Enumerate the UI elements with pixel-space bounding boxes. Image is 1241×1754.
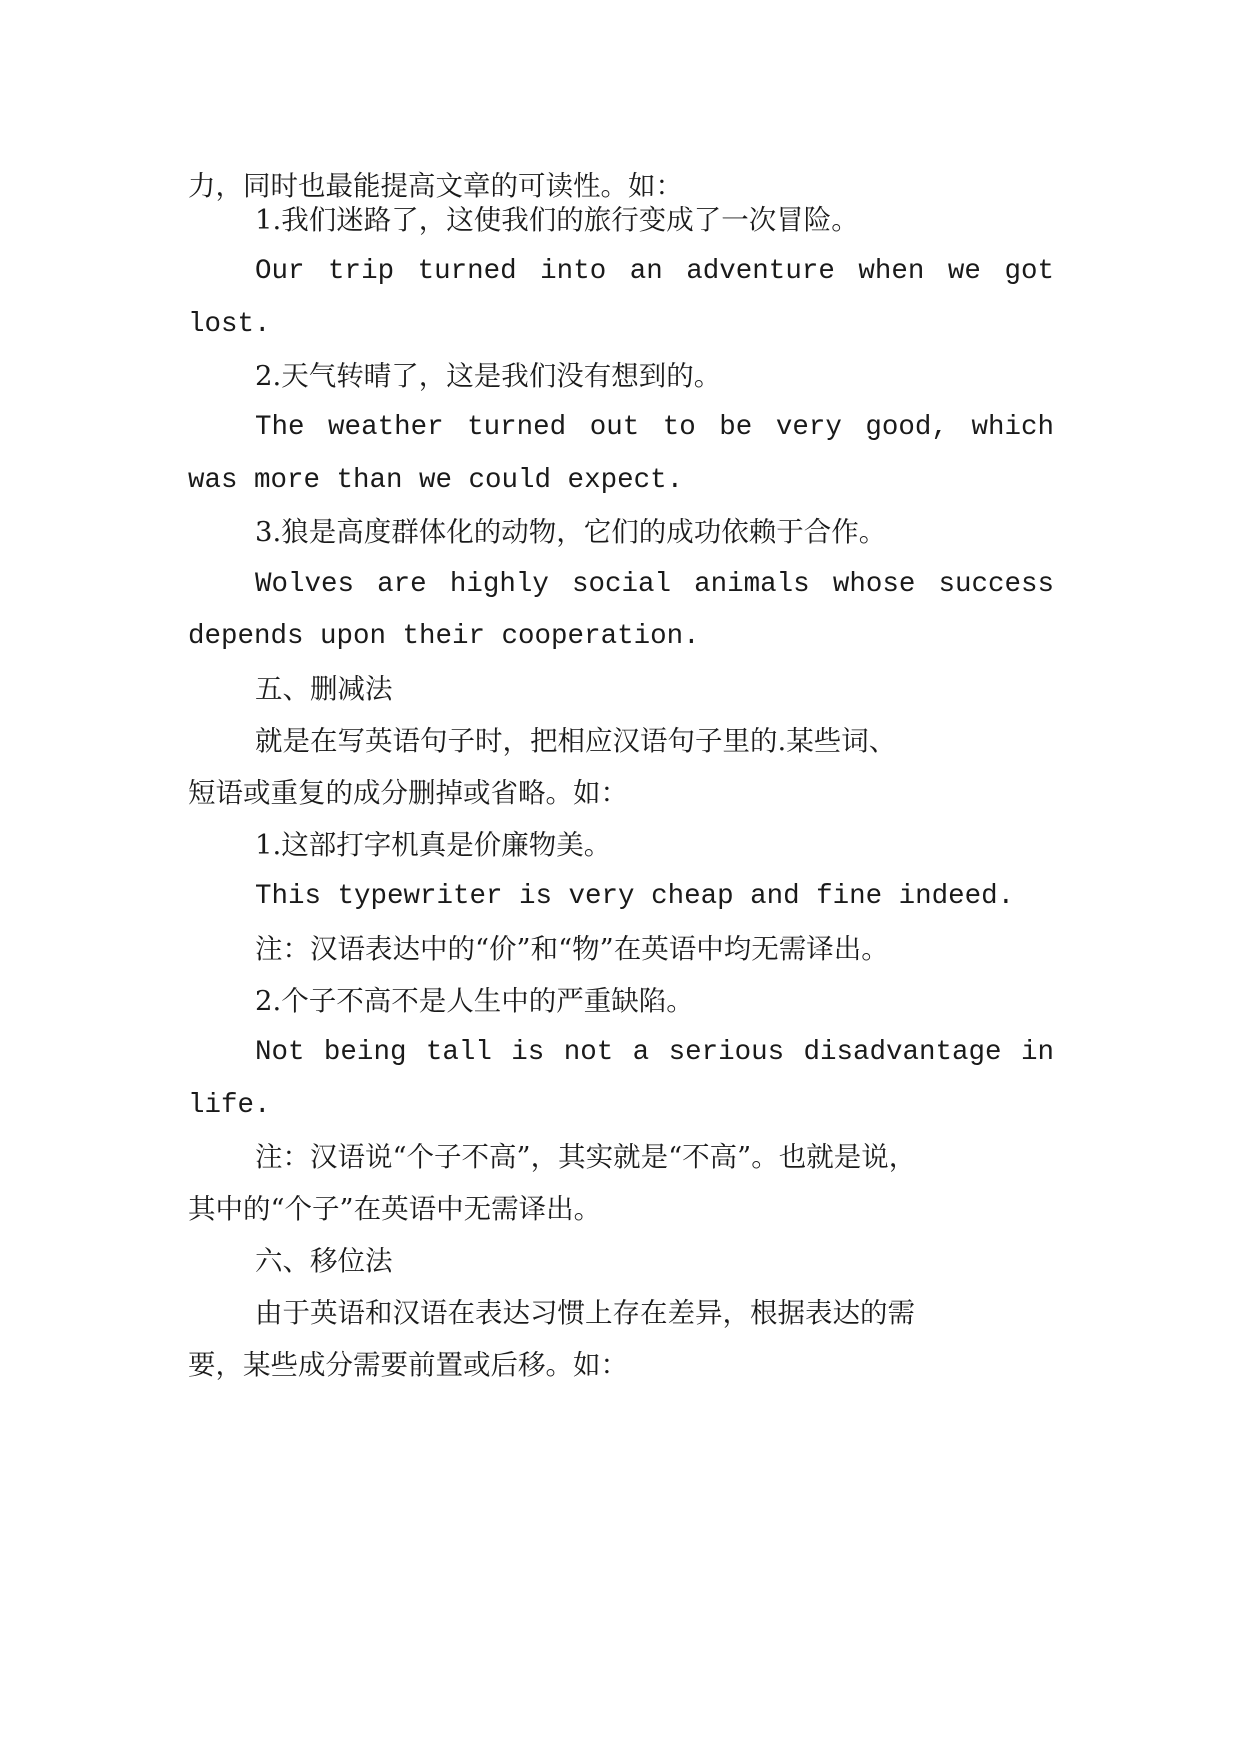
example-sentence-en-cont: was more than we could expect. bbox=[188, 465, 684, 496]
example-sentence-en: This typewriter is very cheap and fine indeed. bbox=[255, 881, 1015, 912]
example-sentence-cn: 1.这部打字机真是价廉物美。 bbox=[255, 829, 612, 861]
paragraph-line: 由于英语和汉语在表达习惯上存在差异，根据表达的需 bbox=[255, 1297, 915, 1329]
example-sentence-en-cont: life. bbox=[188, 1090, 271, 1121]
paragraph-line: 要，某些成分需要前置或后移。如： bbox=[188, 1349, 628, 1381]
example-sentence-en: Our trip turned into an adventure when we got bbox=[255, 256, 1054, 287]
paragraph-line: 就是在写英语句子时，把相应汉语句子里的.某些词、 bbox=[255, 725, 897, 757]
note-line: 注：汉语表达中的“价”和“物”在英语中均无需译出。 bbox=[255, 933, 889, 965]
example-sentence-cn: 2.天气转晴了，这是我们没有想到的。 bbox=[255, 360, 722, 392]
example-sentence-en: Not being tall is not a serious disadvantage in bbox=[255, 1037, 1054, 1068]
example-sentence-en-cont: lost. bbox=[188, 309, 271, 340]
note-line: 注：汉语说“个子不高”，其实就是“不高”。也就是说， bbox=[255, 1141, 917, 1173]
section-heading: 六、移位法 bbox=[255, 1245, 393, 1277]
paragraph-line: 短语或重复的成分删掉或省略。如： bbox=[188, 777, 628, 809]
section-heading: 五、删减法 bbox=[255, 673, 393, 705]
example-sentence-cn: 1.我们迷路了，这使我们的旅行变成了一次冒险。 bbox=[255, 204, 859, 236]
paragraph-line: 力，同时也最能提高文章的可读性。如： bbox=[188, 170, 683, 202]
example-sentence-cn: 3.狼是高度群体化的动物，它们的成功依赖于合作。 bbox=[255, 516, 887, 548]
example-sentence-en: Wolves are highly social animals whose success bbox=[255, 569, 1054, 600]
note-line-cont: 其中的“个子”在英语中无需译出。 bbox=[188, 1193, 602, 1225]
example-sentence-cn: 2.个子不高不是人生中的严重缺陷。 bbox=[255, 985, 694, 1017]
example-sentence-en-cont: depends upon their cooperation. bbox=[188, 621, 700, 652]
example-sentence-en: The weather turned out to be very good, which bbox=[255, 412, 1054, 443]
